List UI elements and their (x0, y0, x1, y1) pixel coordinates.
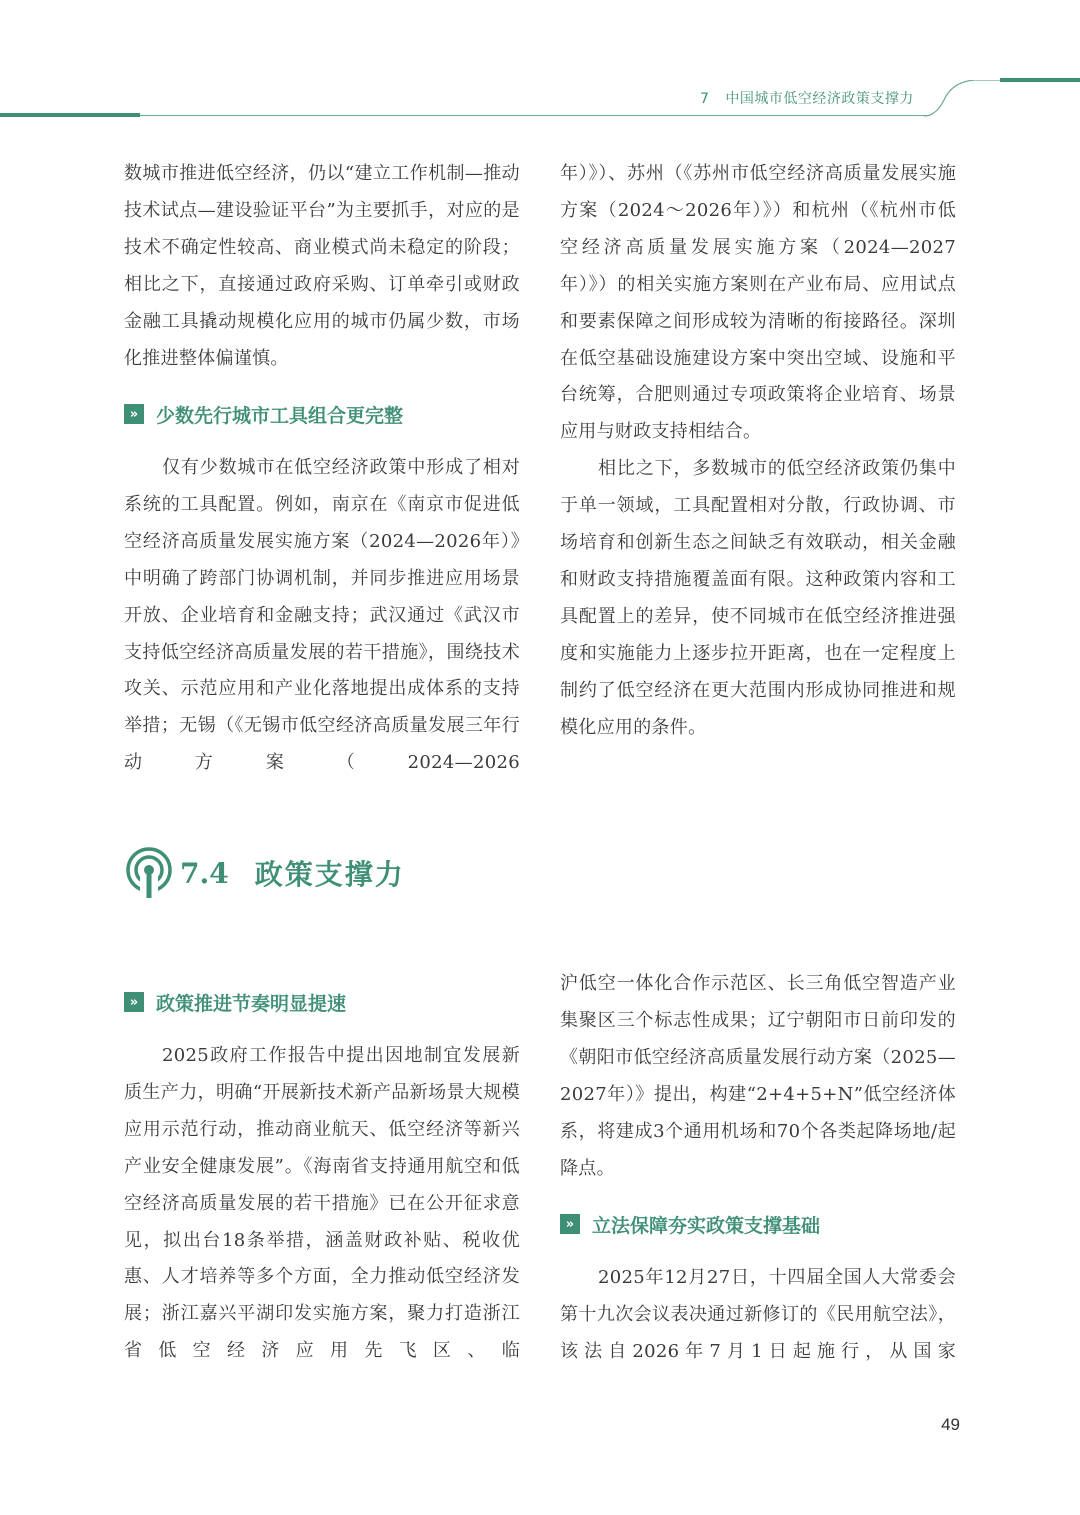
double-chevron-icon: » (124, 992, 144, 1012)
paragraph: 年）》）、苏州（《苏州市低空经济高质量发展实施方案（2024～2026年）》）和杭州（《杭州市低空经济高质量发展实施方案（2024—2027年）》）的相关实施方案则在产业布局、应用试点和要素保障之间形成较为清晰的衔接路径。深圳在低空基础设施建设方案中突出空域、设施和平台统筹，合肥则通过专项政策将企业培育、场景应用与财政支持相结合。 (560, 163, 956, 443)
subsection-heading (124, 988, 346, 1016)
top-right-column (560, 156, 956, 747)
section-title-text: 政策支撑力 (254, 858, 405, 891)
subsection-heading-text: 政策推进节奏明显提速 (156, 992, 347, 1015)
running-head-chapter-number: 7 (700, 91, 710, 107)
subsection-heading (560, 1210, 820, 1238)
paragraph: 仅有少数城市在低空经济政策中形成了相对系统的工具配置。例如，南京在《南京市促进低空经济高质量发展实施方案（2024—2026年）》中明确了跨部门协调机制，并同步推进应用场景开放、企业培育和金融支持；武汉通过《武汉市支持低空经济高质量发展的若干措施》，围绕技术攻关、示范应用和产业化落地提出成体系的支持举措；无锡（《无锡市低空经济高质量发展三年行动方案（2024—2026 (124, 457, 520, 774)
subsection-heading-text: 立法保障夯实政策支撑基础 (592, 1214, 821, 1237)
paragraph: 2025政府工作报告中提出因地制宜发展新质生产力，明确“开展新技术新产品新场景大规模应用示范行动，推动商业航天、低空经济等新兴产业安全健康发展”。《海南省支持通用航空和低空经济高质量发展的若干措施》已在公开征求意见，拟出台18条举措，涵盖财政补贴、税收优惠、人才培养等多个方面，全力推动低空经济发展；浙江嘉兴平湖印发实施方案，聚力打造浙江省低空经济应用先飞区、临 (124, 1045, 520, 1362)
section-title (124, 846, 405, 900)
bottom-right-column (560, 966, 956, 1187)
bottom-left-column (124, 1038, 520, 1370)
subsection-heading (124, 400, 403, 428)
section-number: 7.4 (180, 856, 229, 890)
double-chevron-icon: » (124, 404, 144, 424)
subsection-heading-text: 少数先行城市工具组合更完整 (156, 404, 404, 427)
header-rule-left (0, 113, 140, 117)
page-number: 49 (941, 1415, 960, 1434)
paragraph: 相比之下，多数城市的低空经济政策仍集中于单一领域，工具配置相对分散，行政协调、市场培育和创新生态之间缺乏有效联动，相关金融和财政支持措施覆盖面有限。这种政策内容和工具配置上的差异，使不同城市在低空经济推进强度和实施能力上逐步拉开距离，也在一定程度上制约了低空经济在更大范围内形成协同推进和规模化应用的条件。 (560, 458, 956, 738)
top-left-column-2 (124, 450, 520, 782)
top-left-column (124, 156, 520, 377)
running-head-chapter-title: 中国城市低空经济政策支撑力 (725, 91, 914, 107)
header-rule-right (1000, 78, 1080, 82)
paragraph: 数城市推进低空经济，仍以“建立工作机制—推动技术试点—建设验证平台”为主要抓手，对应的是技术不确定性较高、商业模式尚未稳定的阶段；相比之下，直接通过政府采购、订单牵引或财政金融工具撬动规模化应用的城市仍属少数，市场化推进整体偏谨慎。 (124, 163, 520, 369)
paragraph: 沪低空一体化合作示范区、长三角低空智造产业集聚区三个标志性成果；辽宁朝阳市日前印发的《朝阳市低空经济高质量发展行动方案（2025—2027年）》提出，构建“2+4+5+N”低空经济体系，将建成3个通用机场和70个各类起降场地/起降点。 (560, 973, 956, 1179)
signal-broadcast-icon (124, 846, 174, 900)
header-rule (140, 115, 930, 116)
bottom-right-column-2 (560, 1260, 956, 1371)
running-head (700, 88, 940, 108)
double-chevron-icon: » (560, 1214, 580, 1234)
paragraph: 2025年12月27日，十四届全国人大常委会第十九次会议表决通过新修订的《民用航空法》，该法自2026年7月1日起施行，从国家 (560, 1267, 956, 1362)
